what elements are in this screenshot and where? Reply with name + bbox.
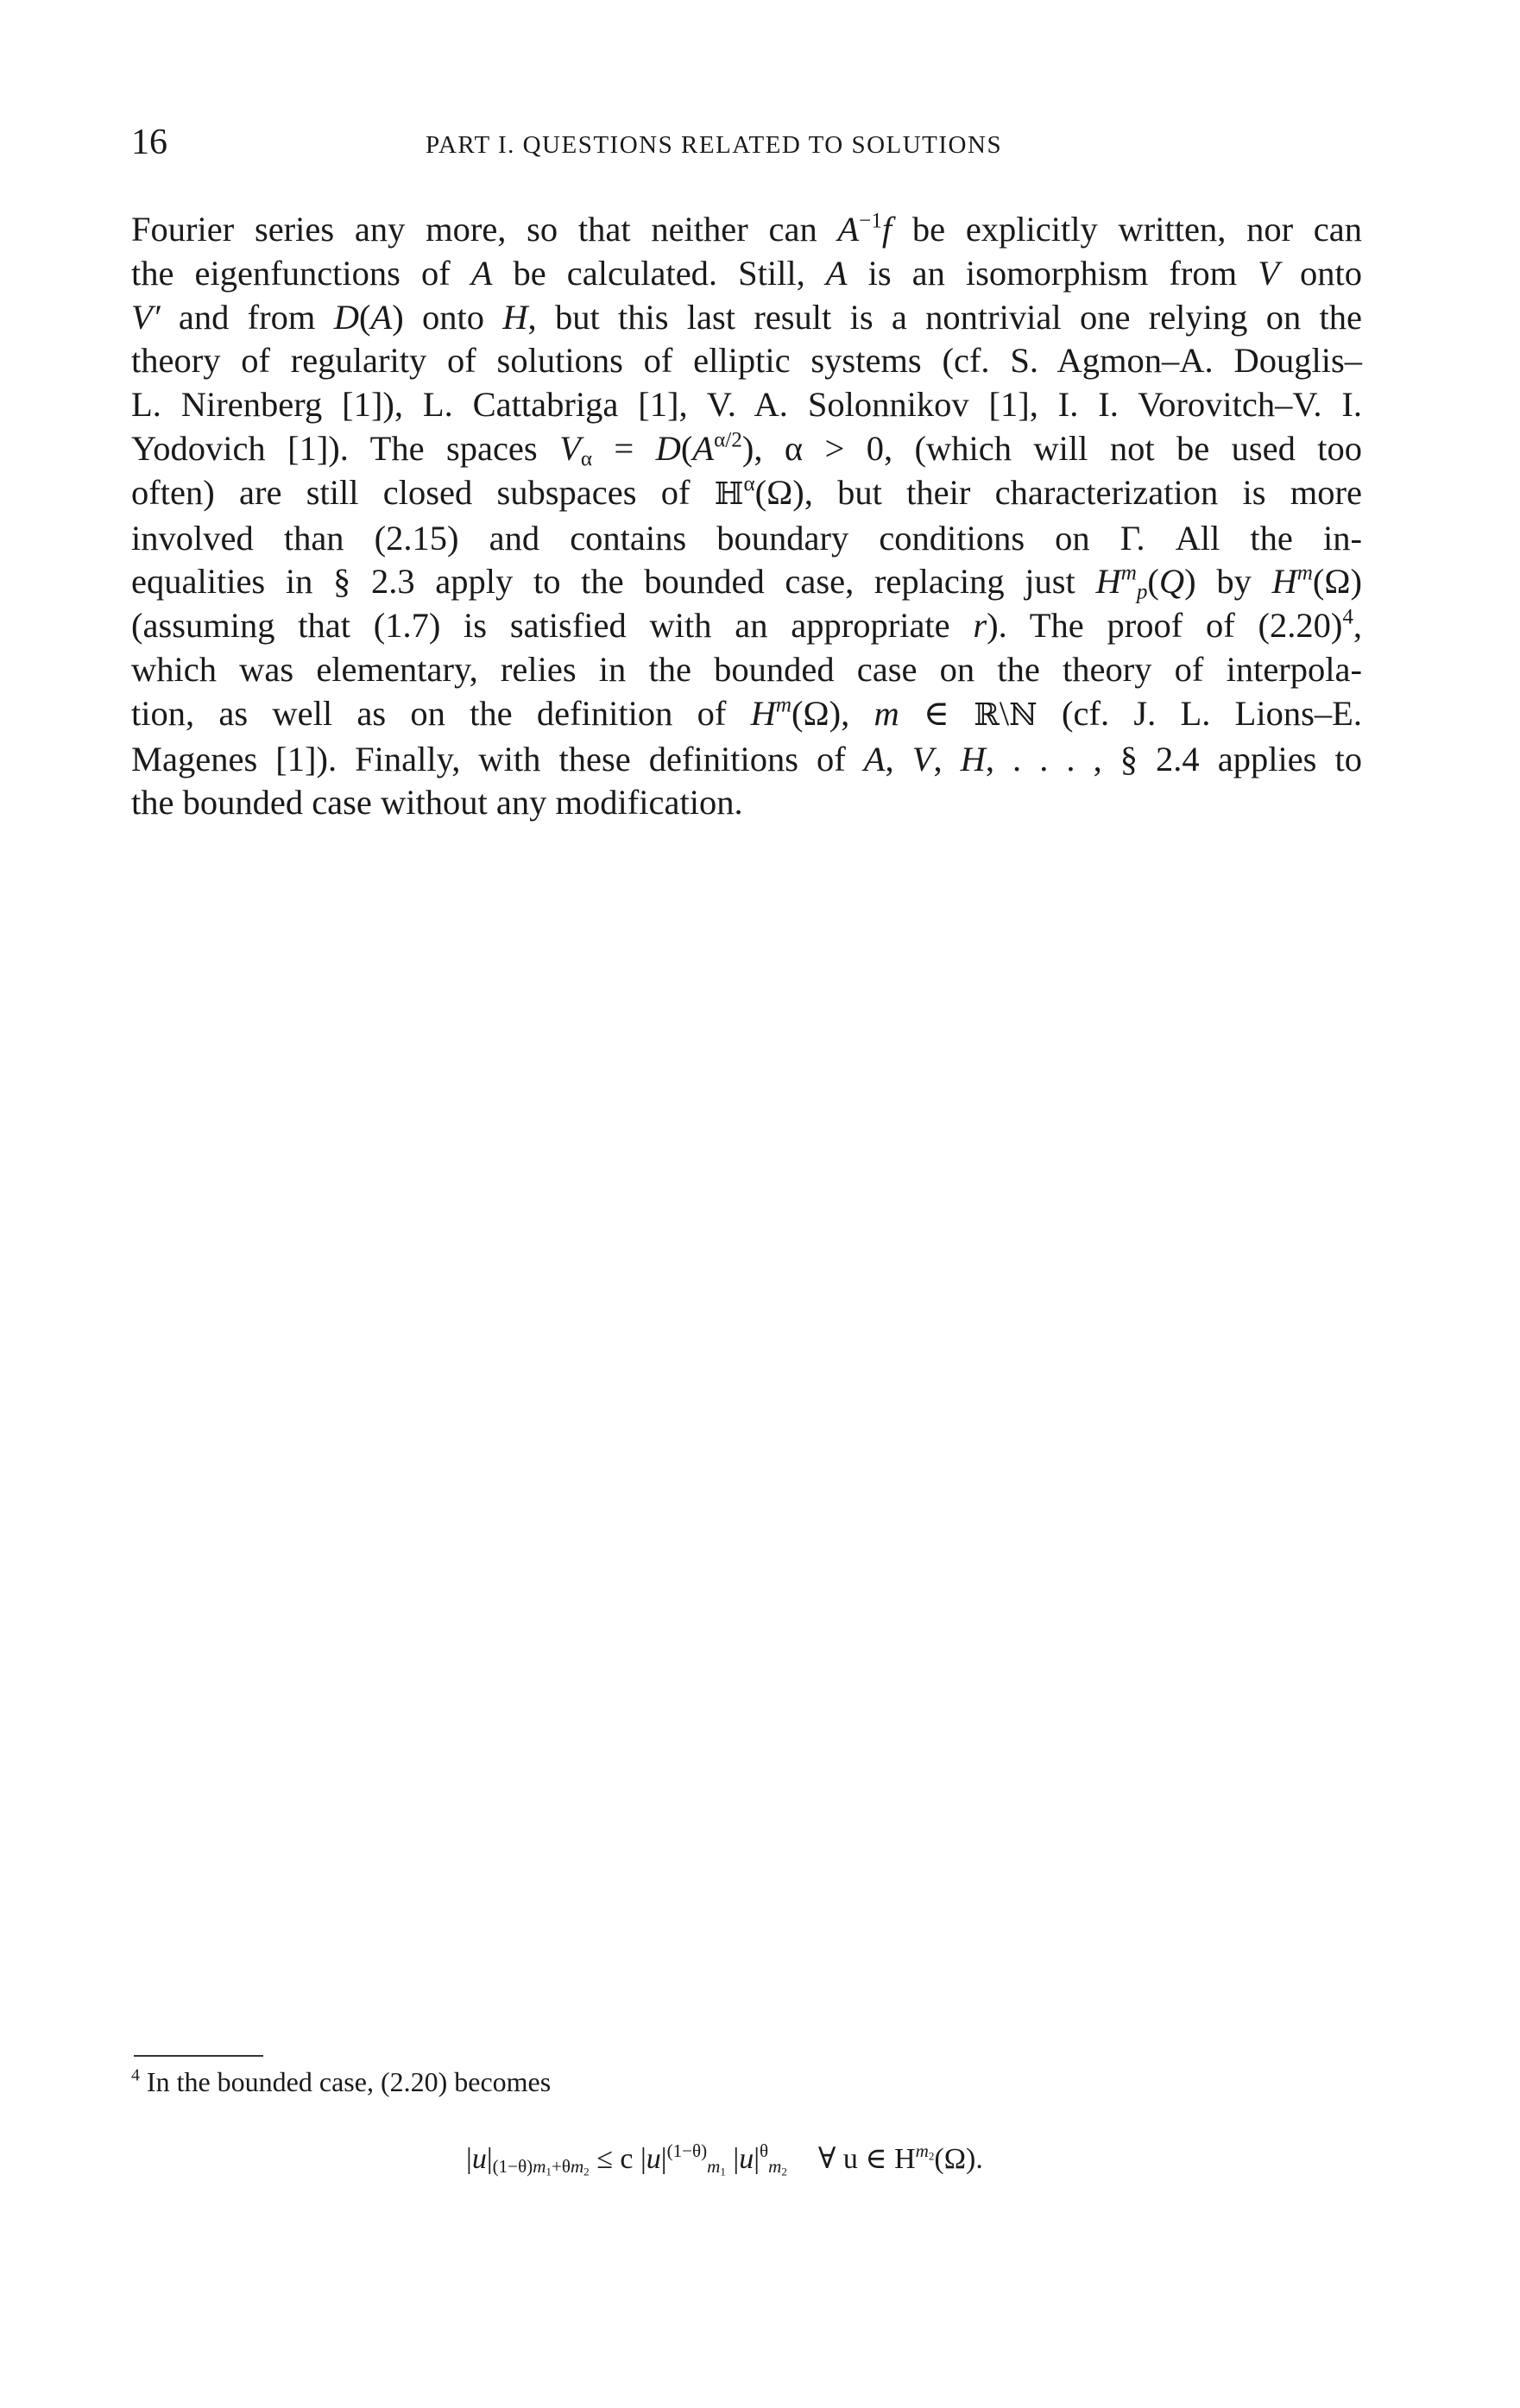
body-line: the bounded case without any modification. xyxy=(131,783,743,823)
body-line: which was elementary, relies in the bounded case on the theory of interpola- xyxy=(131,649,1362,689)
running-head: PART I. QUESTIONS RELATED TO SOLUTIONS xyxy=(426,131,1003,159)
body-line: tion, as well as on the definition of $H^m(\Omega)$, m ∈ ℝ\ℕ (cf. J. L. Lions–E. xyxy=(131,693,1362,733)
body-line: equalities in § 2.3 apply to the bounded case, replacing just $H^m_p(Q)$ by $H^m(\Omega)$ xyxy=(131,561,1362,604)
footnote-rule xyxy=(134,2055,263,2057)
body-line: involved than (2.15) and contains boundary conditions on Γ. All the in- xyxy=(131,518,1362,558)
footnote-marker: 4 xyxy=(131,2065,140,2085)
footnote-formula: $|u|_{(1-\theta)m_1+\theta m_2} \le c$ $|u|^{(1-\theta)}_{m_1}$ $|u|^\theta_{m_2}$ ∀ u ∈ $H^{m_2}(\Omega)$. xyxy=(466,2140,983,2178)
body-line: the eigenfunctions of A be calculated. Still, A is an isomorphism from V onto xyxy=(131,253,1362,293)
footnote-text: In the bounded case, (2.20) becomes xyxy=(146,2066,552,2097)
body-line: Fourier series any more, so that neither can $A^{-1}f$ be explicitly written, nor can xyxy=(131,209,1362,249)
formula-quantifier: ∀ u ∈ H xyxy=(817,2143,916,2175)
body-line: often) are still closed subspaces of ℍ$^\alpha$(Ω), but their characterization is more xyxy=(131,472,1362,512)
footnote xyxy=(131,2064,551,2100)
body-line: Yodovich [1]). The spaces $V_\alpha = D(A^{\alpha/2})$, α > 0, (which will not be used too xyxy=(131,428,1363,471)
page-number: 16 xyxy=(131,123,167,162)
body-line: L. Nirenberg [1]), L. Cattabriga [1], V. A. Solonnikov [1], I. I. Vorovitch–V. I. xyxy=(131,385,1362,425)
body-line: Magenes [1]). Finally, with these definitions of A, V, H, . . . , § 2.4 applies to xyxy=(131,739,1362,779)
body-paragraph xyxy=(131,208,1362,825)
body-line: V′ and from D(A) onto H, but this last result is a nontrivial one relying on the xyxy=(131,297,1362,337)
body-line: theory of regularity of solutions of elliptic systems (cf. S. Agmon–A. Douglis– xyxy=(131,341,1362,381)
body-line: (assuming that (1.7) is satisfied with an appropriate r). The proof of $(2.20)^4$, xyxy=(131,605,1362,646)
